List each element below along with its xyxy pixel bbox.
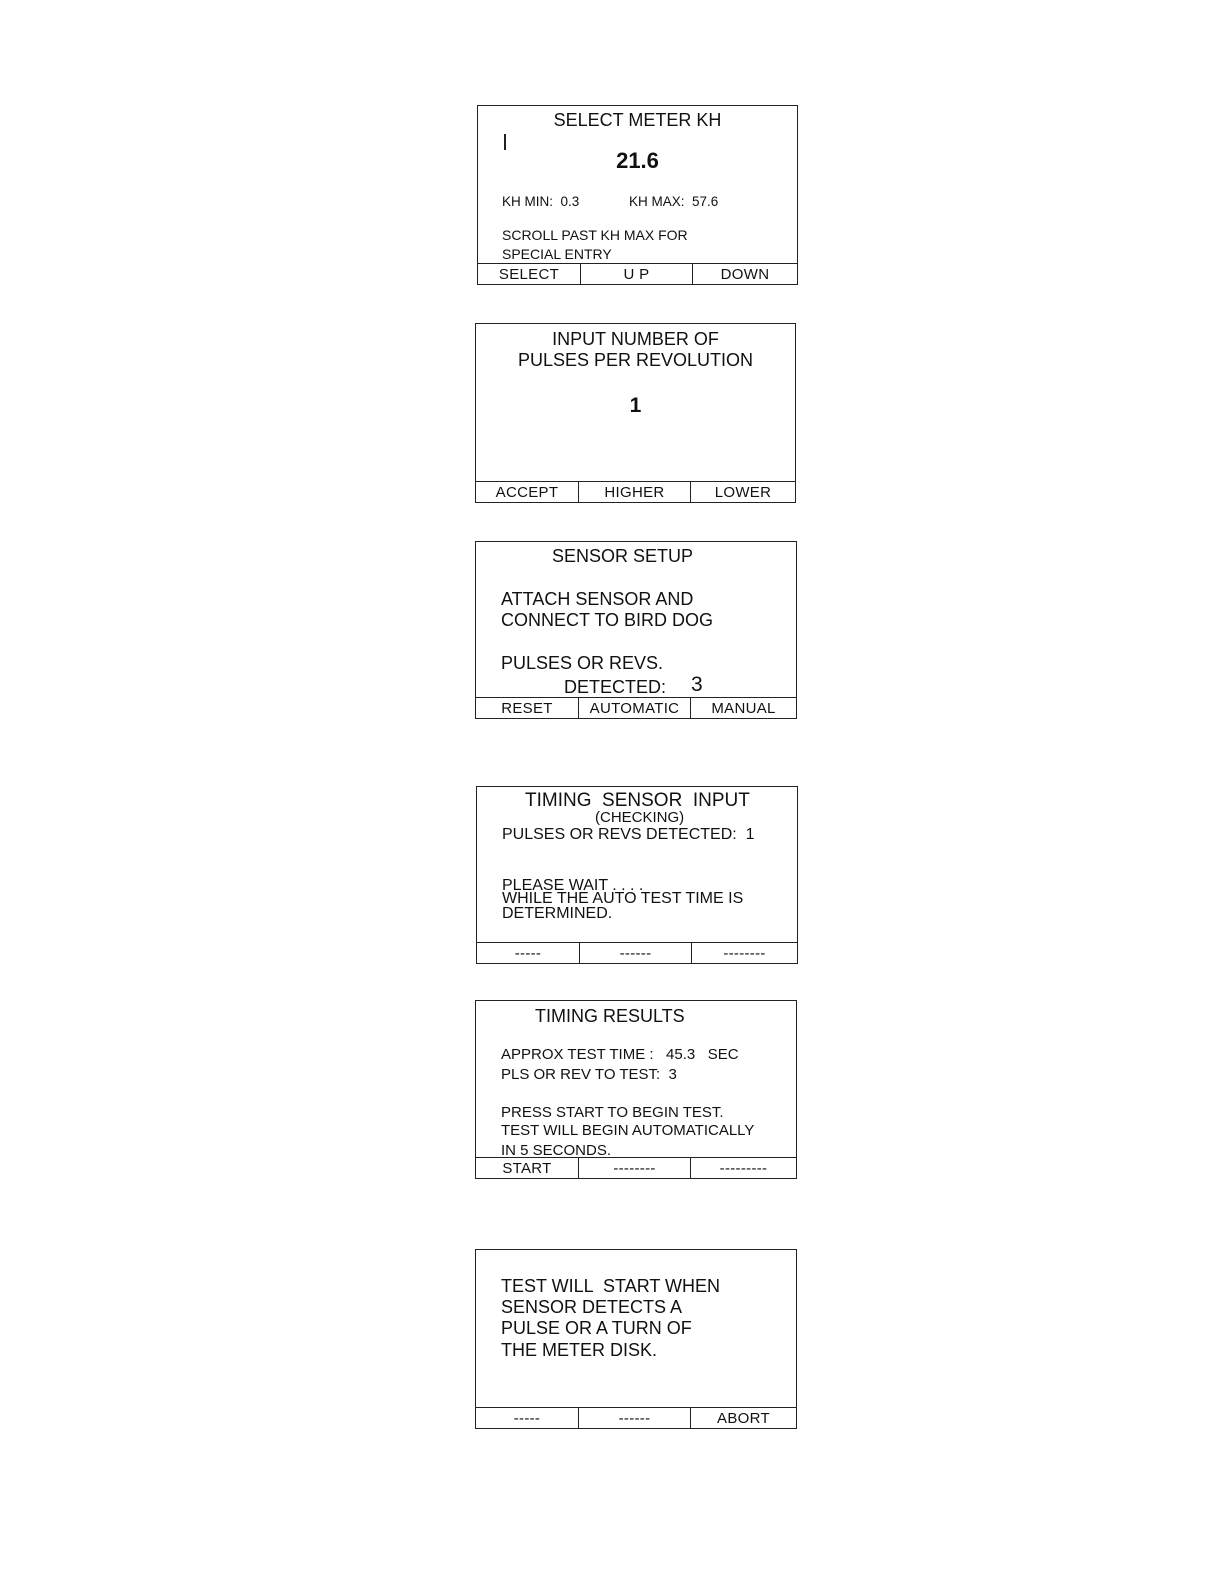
lower-button[interactable]: LOWER [690,482,795,502]
status-message: THE METER DISK. [501,1340,658,1360]
instruction-text: CONNECT TO BIRD DOG [501,610,714,630]
softkey-blank-2: ------ [578,1408,690,1428]
scroll-note: SCROLL PAST KH MAX FOR [502,227,688,243]
automatic-button[interactable]: AUTOMATIC [578,698,690,718]
kh-max: KH MAX: 57.6 [629,194,719,209]
abort-button[interactable]: ABORT [690,1408,796,1428]
timing-sensor-input-screen [476,786,798,964]
wait-message: DETERMINED. [502,905,613,922]
test-start-screen [475,1249,797,1429]
screen-title: TIMING SENSOR INPUT [525,790,750,811]
scroll-note: SPECIAL ENTRY [502,246,612,262]
start-instruction: IN 5 SECONDS. [501,1142,612,1159]
screen-title: SENSOR SETUP [552,546,694,566]
pulses-value: 1 [629,394,642,417]
softkey-bar [476,697,796,718]
screen-title: PULSES PER REVOLUTION [517,350,754,370]
softkey-blank-3: --------- [690,1158,796,1178]
input-pulses-screen [475,323,796,503]
screen-title: SELECT METER KH [553,110,722,130]
higher-button[interactable]: HIGHER [578,482,690,502]
status-message: SENSOR DETECTS A [501,1297,683,1317]
reset-button[interactable]: RESET [501,699,553,717]
accept-button[interactable]: ACCEPT [495,483,559,501]
pulses-label: PULSES OR REVS. [501,653,664,673]
kh-value: 21.6 [616,148,659,173]
detected-label: DETECTED: [564,677,667,697]
softkey-blank-3: -------- [691,943,797,963]
start-instruction: PRESS START TO BEGIN TEST. [501,1104,724,1121]
softkey-bar [476,1407,796,1428]
screen-subtitle: (CHECKING) [595,809,685,826]
select-button[interactable]: SELECT [498,265,560,283]
up-button[interactable]: U P [580,264,692,284]
start-button[interactable]: START [502,1159,552,1177]
detected-value: 3 [691,673,703,696]
pls-to-test: PLS OR REV TO TEST: 3 [501,1066,677,1083]
start-instruction: TEST WILL BEGIN AUTOMATICALLY [501,1122,755,1139]
softkey-blank-2: ------ [579,943,691,963]
instruction-text: ATTACH SENSOR AND [501,589,694,609]
softkey-blank-2: -------- [578,1158,690,1178]
sensor-setup-screen [475,541,797,719]
softkey-bar [476,481,795,502]
kh-min: KH MIN: 0.3 [502,194,580,209]
pulses-detected: PULSES OR REVS DETECTED: 1 [502,826,755,843]
text-cursor [504,134,506,150]
approx-test-time: APPROX TEST TIME : 45.3 SEC [501,1046,739,1063]
softkey-blank-1: ----- [514,944,542,962]
softkey-blank-1: ----- [513,1409,541,1427]
wait-message: PLEASE WAIT . . . . [502,877,644,894]
screen-title: INPUT NUMBER OF [552,329,719,349]
softkey-bar [477,942,797,963]
timing-results-screen [475,1000,797,1179]
manual-button[interactable]: MANUAL [690,698,796,718]
status-message: TEST WILL START WHEN [501,1276,721,1296]
wait-message: WHILE THE AUTO TEST TIME IS [502,890,744,907]
softkey-bar [478,263,797,284]
down-button[interactable]: DOWN [692,264,797,284]
screen-title: TIMING RESULTS [535,1006,685,1026]
select-meter-kh-screen [477,105,798,285]
status-message: PULSE OR A TURN OF [501,1318,692,1338]
softkey-bar [476,1157,796,1178]
